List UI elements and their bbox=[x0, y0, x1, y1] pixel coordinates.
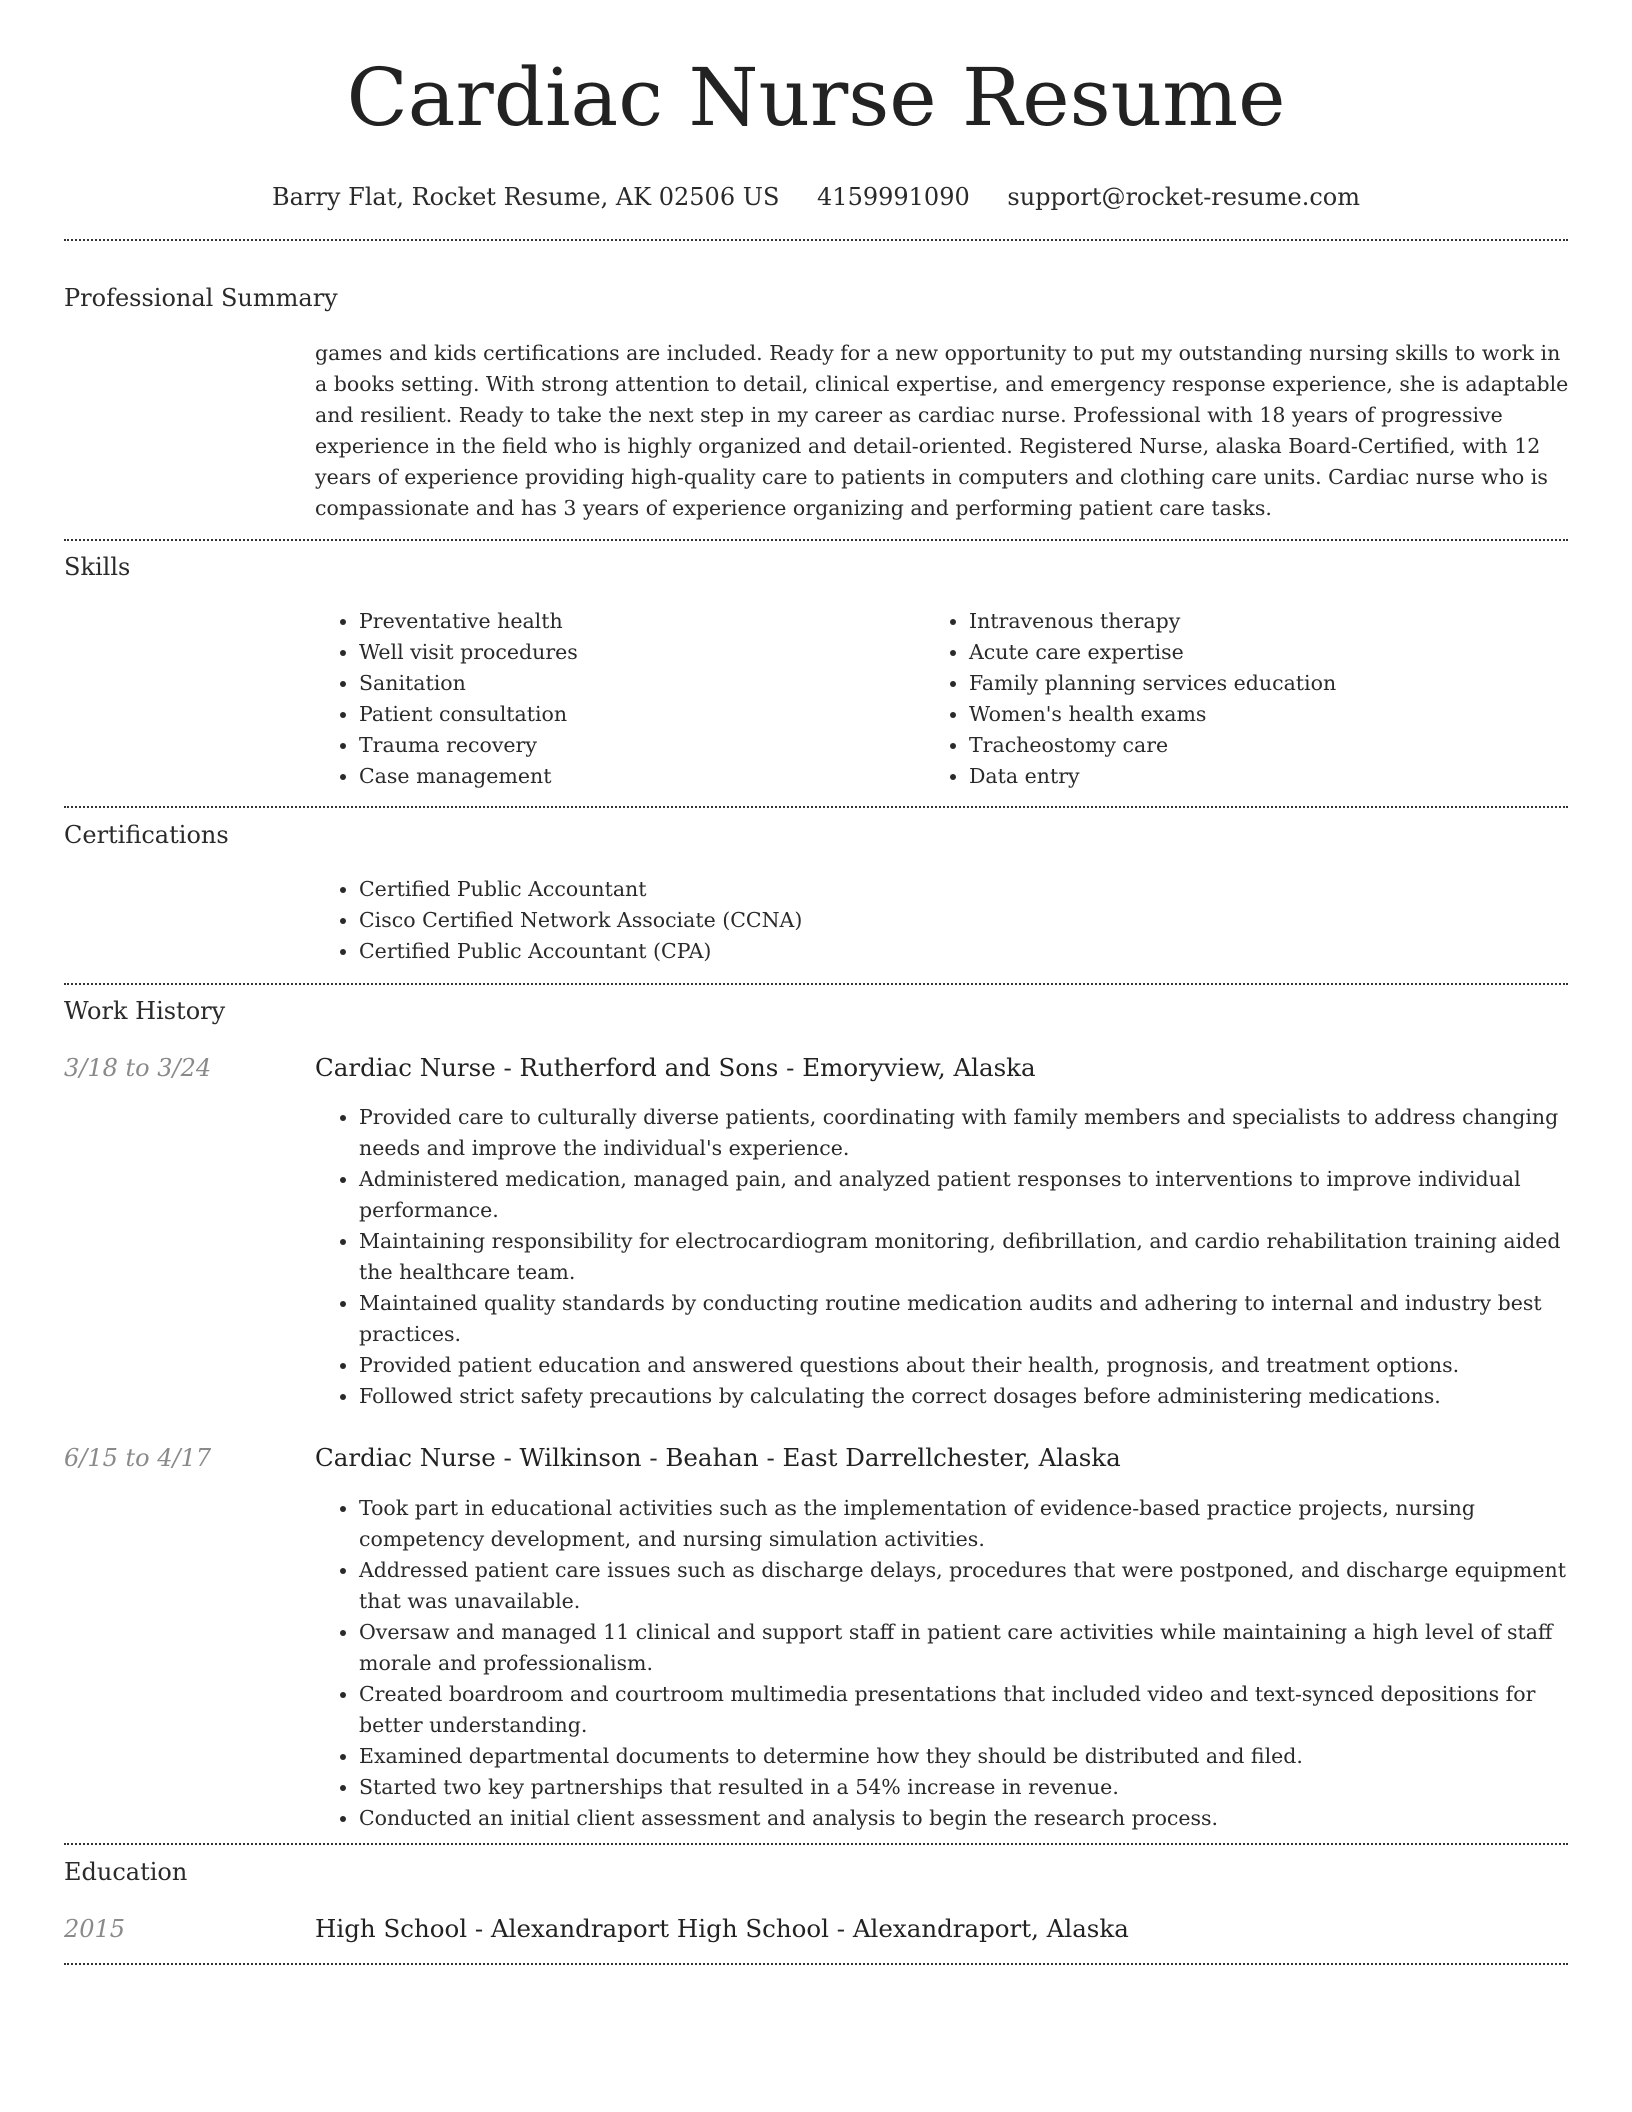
skill-item: • Trauma recovery bbox=[359, 730, 915, 761]
certification-item: • Certified Public Accountant bbox=[359, 874, 1570, 905]
job-bullet: • Conducted an initial client assessment and analysis to begin the research process. bbox=[359, 1803, 1570, 1834]
job-bullet: • Maintained quality standards by conducting routine medication audits and adhering to internal and industry best practices. bbox=[359, 1288, 1570, 1350]
contact-line bbox=[64, 182, 1568, 212]
job-title: Cardiac Nurse - Wilkinson - Beahan - East Darrellchester, Alaska bbox=[315, 1443, 1121, 1472]
contact-address: Barry Flat, Rocket Resume, AK 02506 US bbox=[271, 183, 780, 211]
education-entry: High School - Alexandraport High School - Alexandraport, Alaska bbox=[315, 1914, 1129, 1943]
resume-title: Cardiac Nurse Resume bbox=[346, 51, 1286, 144]
section-title-skills: Skills bbox=[64, 553, 131, 581]
job-title: Cardiac Nurse - Rutherford and Sons - Emoryview, Alaska bbox=[315, 1053, 1036, 1082]
job-dates: 6/15 to 4/17 bbox=[64, 1444, 212, 1472]
contact-email: support@rocket-resume.com bbox=[1007, 183, 1360, 211]
job-bullet: • Created boardroom and courtroom multimedia presentations that included video and text-synced depositions for better understanding. bbox=[359, 1679, 1570, 1741]
certification-item: • Cisco Certified Network Associate (CCNA) bbox=[359, 905, 1570, 936]
divider bbox=[64, 806, 1568, 808]
job-bullets bbox=[315, 1493, 1570, 1834]
job-bullet: • Maintaining responsibility for electrocardiogram monitoring, defibrillation, and cardio rehabilitation training aided the healthcare team. bbox=[359, 1226, 1570, 1288]
job-bullet: • Oversaw and managed 11 clinical and support staff in patient care activities while maintaining a high level of staff morale and professionalism. bbox=[359, 1617, 1570, 1679]
contact-phone: 4159991090 bbox=[817, 183, 970, 211]
job-bullet: • Provided care to culturally diverse patients, coordinating with family members and specialists to address changing needs and improve the individual's experience. bbox=[359, 1102, 1570, 1164]
divider bbox=[64, 239, 1568, 241]
skill-item: • Women's health exams bbox=[969, 699, 1565, 730]
skill-item: • Intravenous therapy bbox=[969, 606, 1565, 637]
skill-item: • Tracheostomy care bbox=[969, 730, 1565, 761]
skill-item: • Family planning services education bbox=[969, 668, 1565, 699]
divider bbox=[64, 1963, 1568, 1965]
summary-text: games and kids certifications are included. Ready for a new opportunity to put my outstanding nursing skills to work in a books setting. With strong attention to detail, clinical expertise, and emergency response experience, she is adaptable and resilient. Ready to take the next step in my career as cardiac nurse. Professional with 18 years of progressive experience in the field who is highly organized and detail-oriented. Registered Nurse, alaska Board-Certified, with 12 years of experience providing high-quality care to patients in computers and clothing care units. Cardiac nurse who is compassionate and has 3 years of experience organizing and performing patient care tasks. bbox=[315, 341, 1569, 520]
section-title-work-history: Work History bbox=[64, 997, 226, 1025]
resume-header bbox=[64, 50, 1568, 212]
job-bullet: • Provided patient education and answered questions about their health, prognosis, and treatment options. bbox=[359, 1350, 1570, 1381]
skill-item: • Case management bbox=[359, 761, 915, 792]
job-bullet: • Examined departmental documents to determine how they should be distributed and filed. bbox=[359, 1741, 1570, 1772]
certifications-list bbox=[315, 874, 1570, 967]
skill-item: • Acute care expertise bbox=[969, 637, 1565, 668]
education-year: 2015 bbox=[64, 1915, 126, 1943]
skills-list-left bbox=[315, 606, 915, 792]
job-dates: 3/18 to 3/24 bbox=[64, 1054, 212, 1082]
skills-list-right bbox=[925, 606, 1565, 792]
section-title-summary: Professional Summary bbox=[64, 284, 338, 312]
divider bbox=[64, 983, 1568, 985]
job-bullets bbox=[315, 1102, 1570, 1412]
job-bullet: • Addressed patient care issues such as discharge delays, procedures that were postponed, and discharge equipment that was unavailable. bbox=[359, 1555, 1570, 1617]
skill-item: • Preventative health bbox=[359, 606, 915, 637]
section-title-education: Education bbox=[64, 1858, 188, 1886]
certification-item: • Certified Public Accountant (CPA) bbox=[359, 936, 1570, 967]
divider bbox=[64, 539, 1568, 541]
section-title-certifications: Certifications bbox=[64, 821, 229, 849]
job-bullet: • Took part in educational activities such as the implementation of evidence-based practice projects, nursing competency development, and nursing simulation activities. bbox=[359, 1493, 1570, 1555]
skill-item: • Sanitation bbox=[359, 668, 915, 699]
job-bullet: • Followed strict safety precautions by calculating the correct dosages before administering medications. bbox=[359, 1381, 1570, 1412]
skill-item: • Patient consultation bbox=[359, 699, 915, 730]
job-bullet: • Administered medication, managed pain, and analyzed patient responses to interventions to improve individual performance. bbox=[359, 1164, 1570, 1226]
divider bbox=[64, 1843, 1568, 1845]
skill-item: • Well visit procedures bbox=[359, 637, 915, 668]
job-bullet: • Started two key partnerships that resulted in a 54% increase in revenue. bbox=[359, 1772, 1570, 1803]
skill-item: • Data entry bbox=[969, 761, 1565, 792]
